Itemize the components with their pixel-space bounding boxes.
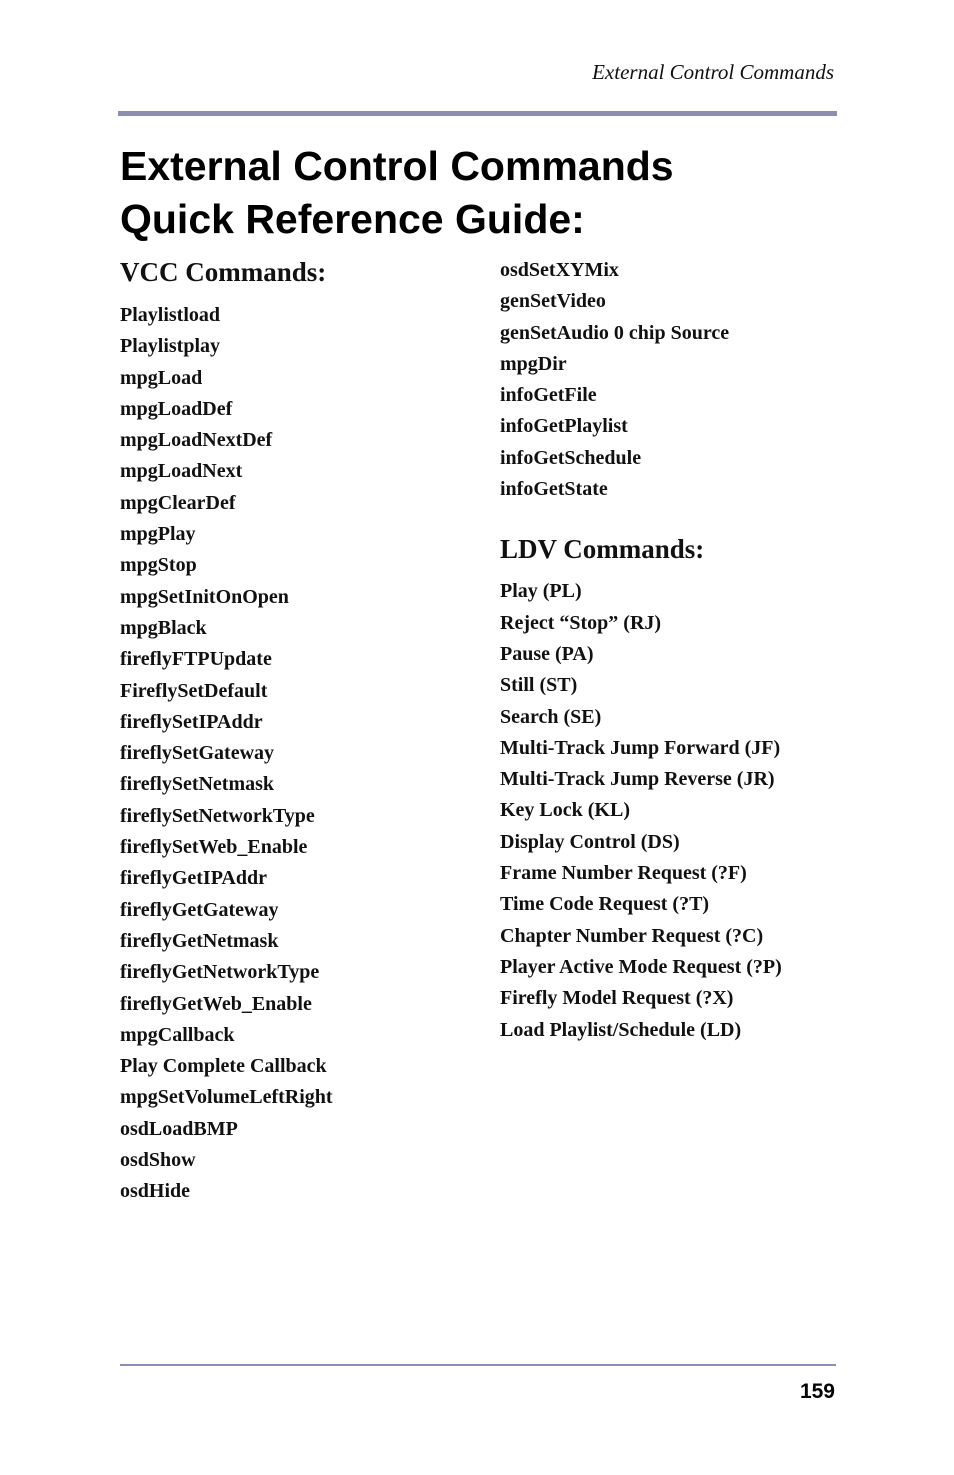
vcc-commands-heading: VCC Commands: bbox=[120, 257, 327, 287]
list-item: mpgSetVolumeLeftRight bbox=[120, 1086, 333, 1109]
list-item: mpgLoadNextDef bbox=[120, 429, 273, 452]
list-item: fireflySetWeb_Enable bbox=[120, 836, 308, 859]
list-item: Playlistplay bbox=[120, 335, 221, 358]
list-item: mpgLoadNext bbox=[120, 460, 243, 483]
page-title-line-2: Quick Reference Guide: bbox=[120, 196, 585, 242]
list-item: Display Control (DS) bbox=[500, 830, 680, 853]
vcc-command-list-continued bbox=[500, 255, 880, 505]
list-item: infoGetSchedule bbox=[500, 446, 642, 469]
list-item: fireflySetNetworkType bbox=[120, 804, 315, 827]
vcc-command-list bbox=[120, 300, 490, 1208]
header-rule bbox=[118, 111, 837, 116]
list-item: mpgSetInitOnOpen bbox=[120, 585, 289, 608]
list-item: osdSetXYMix bbox=[500, 259, 619, 281]
list-item: osdShow bbox=[120, 1149, 196, 1172]
list-item: Play (PL) bbox=[500, 580, 582, 603]
list-item: Firefly Model Request (?X) bbox=[500, 987, 734, 1010]
list-item: Time Code Request (?T) bbox=[500, 893, 710, 916]
right-column bbox=[500, 255, 880, 1046]
list-item: fireflyFTPUpdate bbox=[120, 648, 272, 671]
list-item: osdLoadBMP bbox=[120, 1117, 238, 1140]
list-item: Chapter Number Request (?C) bbox=[500, 924, 764, 947]
list-item: Key Lock (KL) bbox=[500, 799, 630, 822]
list-item: fireflySetGateway bbox=[120, 742, 275, 765]
list-item: Load Playlist/Schedule (LD) bbox=[500, 1018, 742, 1041]
ldv-command-list bbox=[500, 576, 880, 1045]
list-item: mpgBlack bbox=[120, 616, 207, 639]
page-number: 159 bbox=[799, 1380, 835, 1403]
list-item: Pause (PA) bbox=[500, 642, 594, 665]
list-item: mpgLoadDef bbox=[120, 397, 233, 420]
list-item: mpgCallback bbox=[120, 1023, 235, 1046]
list-item: genSetVideo bbox=[500, 290, 606, 313]
list-item: mpgLoad bbox=[120, 366, 203, 389]
list-item: fireflyGetNetmask bbox=[120, 929, 279, 952]
list-item: Playlistload bbox=[120, 304, 221, 326]
left-column bbox=[120, 254, 490, 1208]
list-item: Play Complete Callback bbox=[120, 1055, 327, 1078]
list-item: fireflySetNetmask bbox=[120, 773, 275, 796]
list-item: fireflyGetWeb_Enable bbox=[120, 992, 312, 1015]
list-item: FireflySetDefault bbox=[120, 679, 268, 702]
list-item: infoGetPlaylist bbox=[500, 415, 628, 438]
list-item: infoGetState bbox=[500, 478, 608, 501]
list-item: fireflyGetNetworkType bbox=[120, 961, 320, 984]
list-item: mpgDir bbox=[500, 352, 567, 375]
list-item: Frame Number Request (?F) bbox=[500, 862, 747, 885]
list-item: osdHide bbox=[120, 1180, 191, 1203]
footer-rule bbox=[120, 1364, 836, 1366]
list-item: Multi-Track Jump Forward (JF) bbox=[500, 736, 781, 759]
list-item: fireflySetIPAddr bbox=[120, 710, 263, 733]
list-item: mpgClearDef bbox=[120, 491, 236, 514]
list-item: Reject “Stop” (RJ) bbox=[500, 611, 662, 634]
list-item: Player Active Mode Request (?P) bbox=[500, 955, 782, 978]
list-item: fireflyGetGateway bbox=[120, 898, 279, 921]
ldv-commands-heading: LDV Commands: bbox=[500, 534, 705, 565]
list-item: Multi-Track Jump Reverse (JR) bbox=[500, 768, 775, 791]
list-item: mpgPlay bbox=[120, 523, 196, 546]
list-item: Still (ST) bbox=[500, 674, 578, 697]
list-item: genSetAudio 0 chip Source bbox=[500, 321, 730, 344]
list-item: infoGetFile bbox=[500, 384, 597, 407]
list-item: Search (SE) bbox=[500, 705, 602, 728]
page-title bbox=[120, 140, 840, 246]
running-header: External Control Commands bbox=[592, 60, 834, 84]
list-item: mpgStop bbox=[120, 554, 197, 577]
page-title-line-1: External Control Commands bbox=[120, 143, 674, 189]
list-item: fireflyGetIPAddr bbox=[120, 867, 268, 890]
